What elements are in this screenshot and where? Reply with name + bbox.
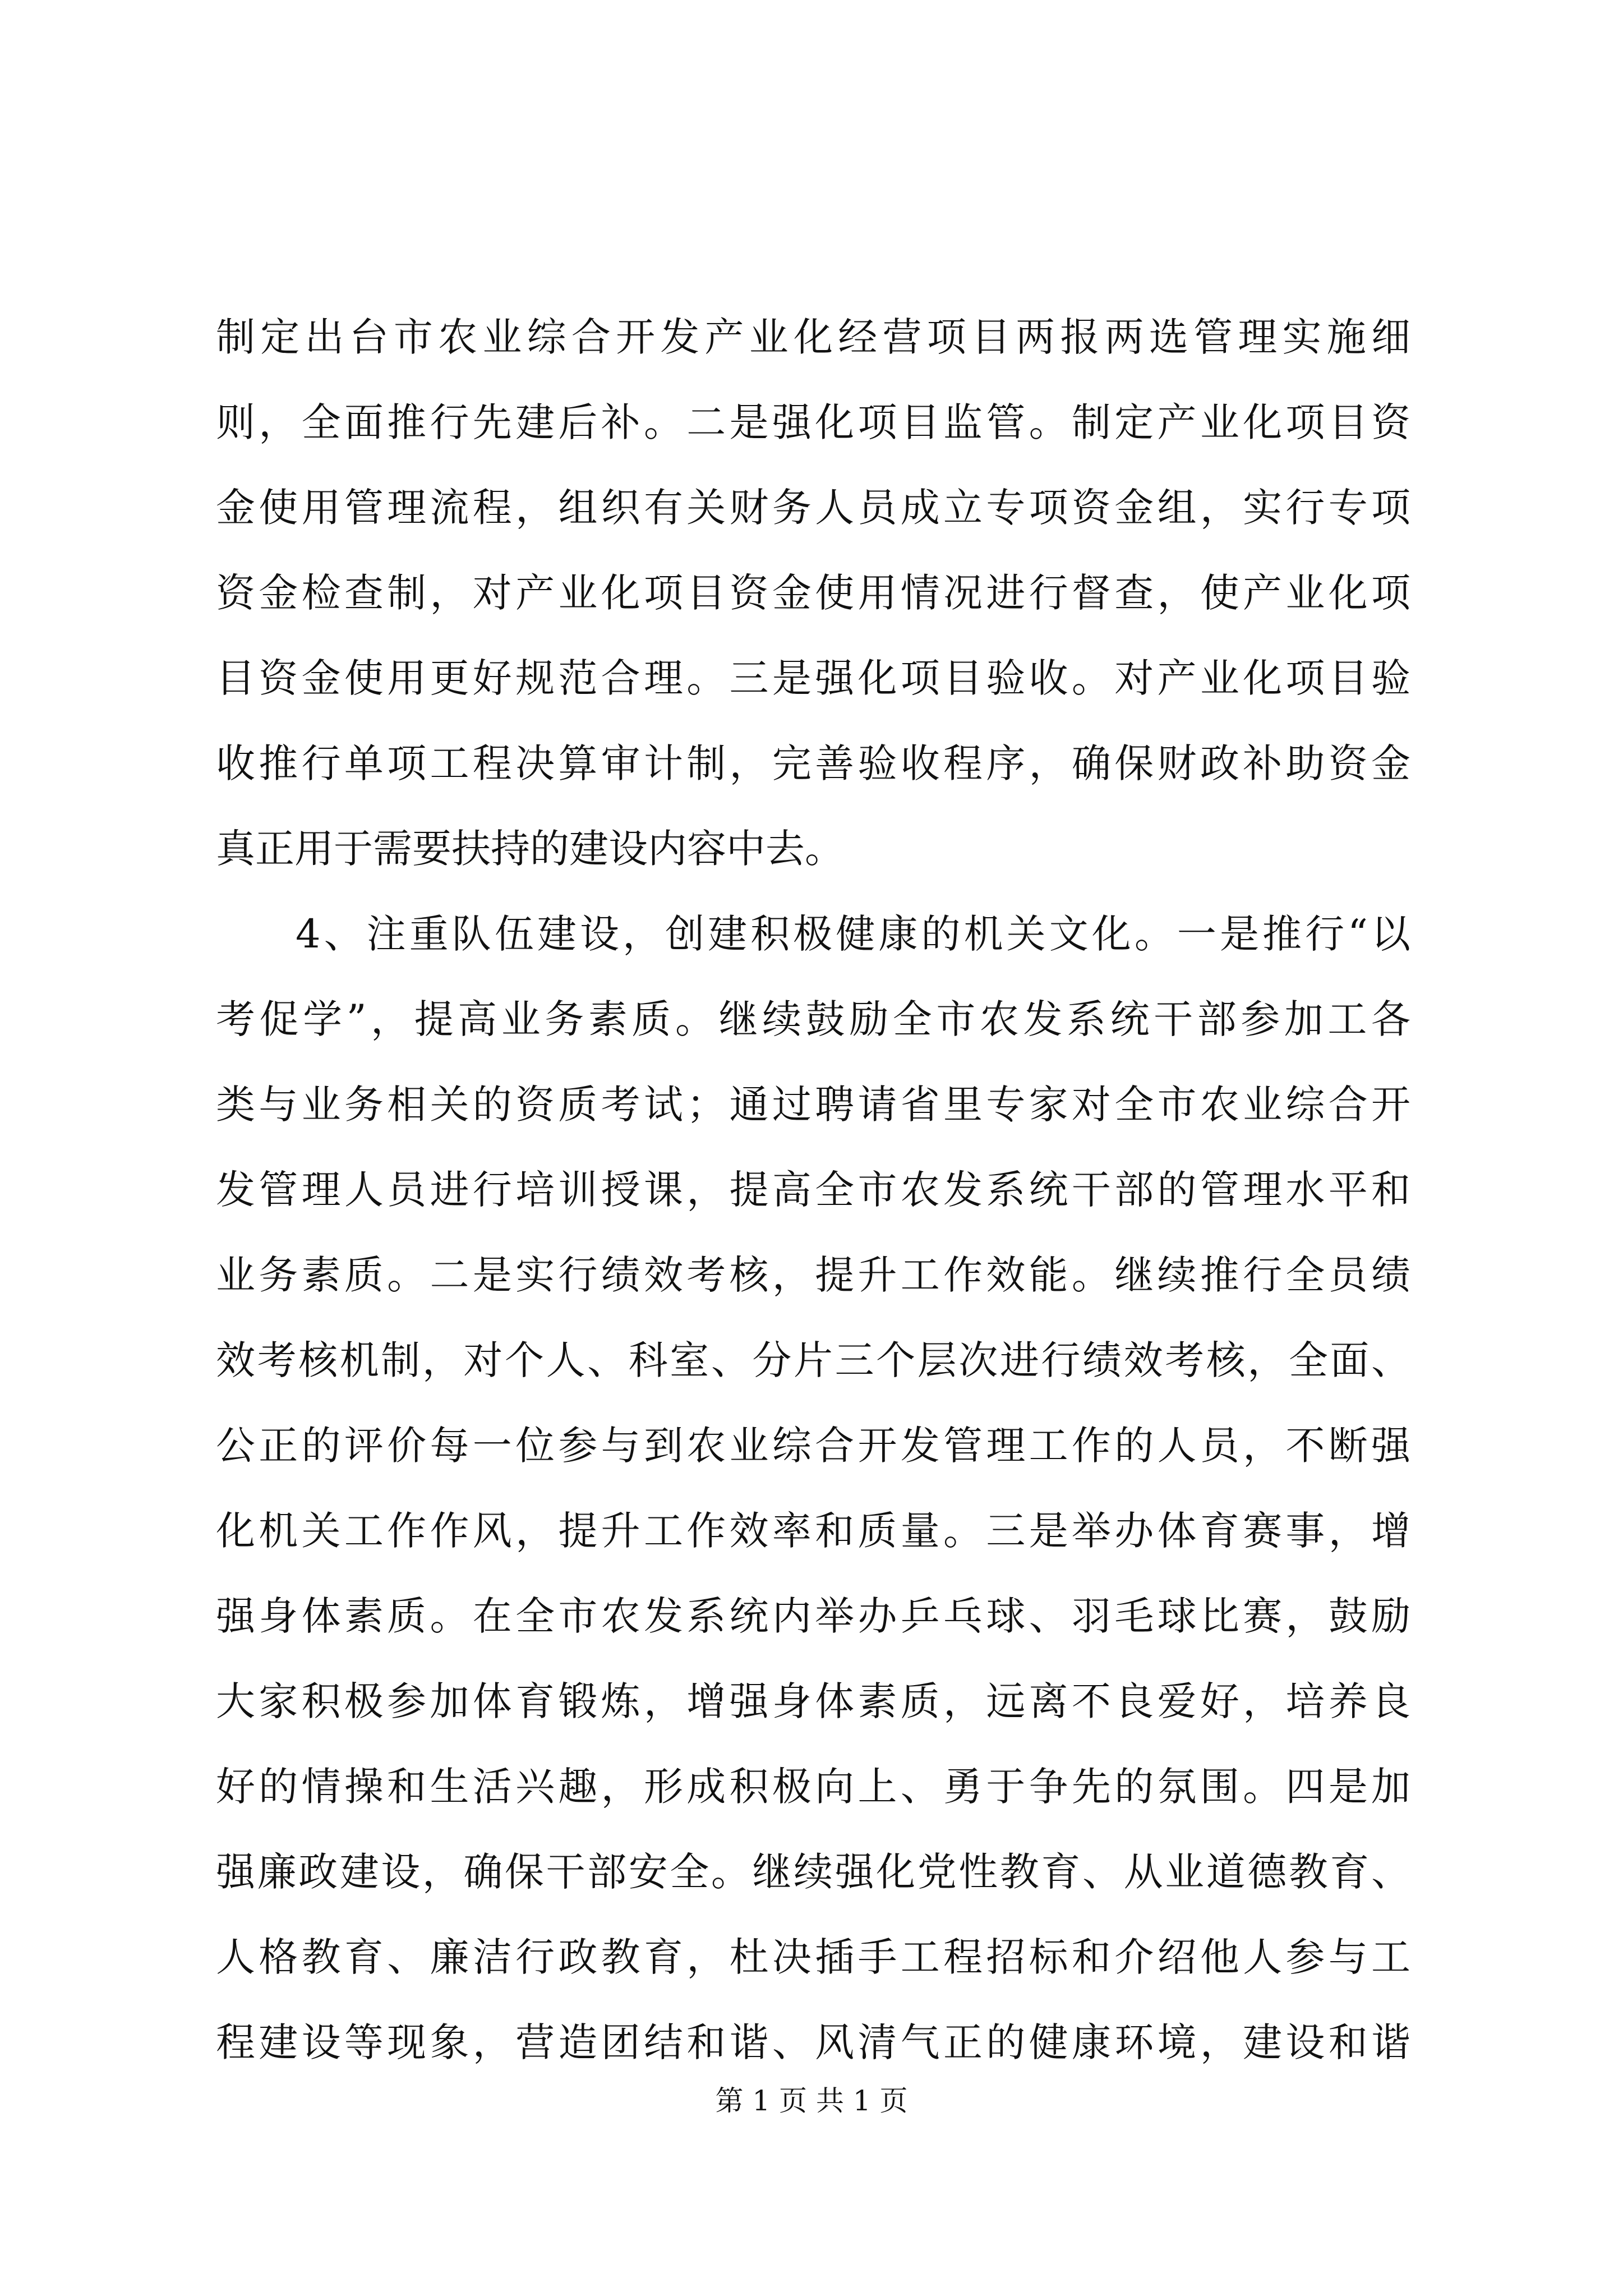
- text-line: 4、注重队伍建设，创建积极健康的机关文化。一是推行“以: [296, 911, 1410, 957]
- text-line: 资金检查制，对产业化项目资金使用情况进行督查，使产业化项: [216, 570, 1410, 616]
- text-line: 真正用于需要扶持的建设内容中去。: [216, 826, 844, 872]
- paragraph-2: [216, 891, 1410, 2085]
- text-line: 则，全面推行先建后补。二是强化项目监管。制定产业化项目资: [216, 399, 1410, 445]
- paragraph-1: [216, 295, 1410, 891]
- text-line: 公正的评价每一位参与到农业综合开发管理工作的人员，不断强: [216, 1423, 1410, 1469]
- document-body: [216, 295, 1410, 2085]
- text-line: 制定出台市农业综合开发产业化经营项目两报两选管理实施细: [216, 314, 1410, 360]
- text-line: 强廉政建设，确保干部安全。继续强化党性教育、从业道德教育、: [216, 1849, 1410, 1895]
- text-line: 金使用管理流程，组织有关财务人员成立专项资金组，实行专项: [216, 485, 1410, 531]
- text-line: 发管理人员进行培训授课，提高全市农发系统干部的管理水平和: [216, 1167, 1410, 1213]
- text-line: 目资金使用更好规范合理。三是强化项目验收。对产业化项目验: [216, 655, 1410, 701]
- text-line: 类与业务相关的资质考试；通过聘请省里专家对全市农业综合开: [216, 1082, 1410, 1128]
- text-line: 程建设等现象，营造团结和谐、风清气正的健康环境，建设和谐: [216, 2019, 1410, 2065]
- text-line: 强身体素质。在全市农发系统内举办乒乓球、羽毛球比赛，鼓励: [216, 1593, 1410, 1639]
- text-line: 人格教育、廉洁行政教育，杜决插手工程招标和介绍他人参与工: [216, 1934, 1410, 1980]
- text-line: 效考核机制，对个人、科室、分片三个层次进行绩效考核，全面、: [216, 1337, 1410, 1383]
- text-line: 大家积极参加体育锻炼，增强身体素质，远离不良爱好，培养良: [216, 1678, 1410, 1724]
- page-number-footer: 第 1 页 共 1 页: [715, 2085, 908, 2117]
- text-line: 化机关工作作风，提升工作效率和质量。三是举办体育赛事，增: [216, 1508, 1410, 1554]
- text-line: 好的情操和生活兴趣，形成积极向上、勇于争先的氛围。四是加: [216, 1764, 1410, 1810]
- text-line: 收推行单项工程决算审计制，完善验收程序，确保财政补助资金: [216, 740, 1410, 786]
- text-line: 考促学”，提高业务素质。继续鼓励全市农发系统干部参加工各: [216, 996, 1410, 1042]
- text-line: 业务素质。二是实行绩效考核，提升工作效能。继续推行全员绩: [216, 1252, 1410, 1298]
